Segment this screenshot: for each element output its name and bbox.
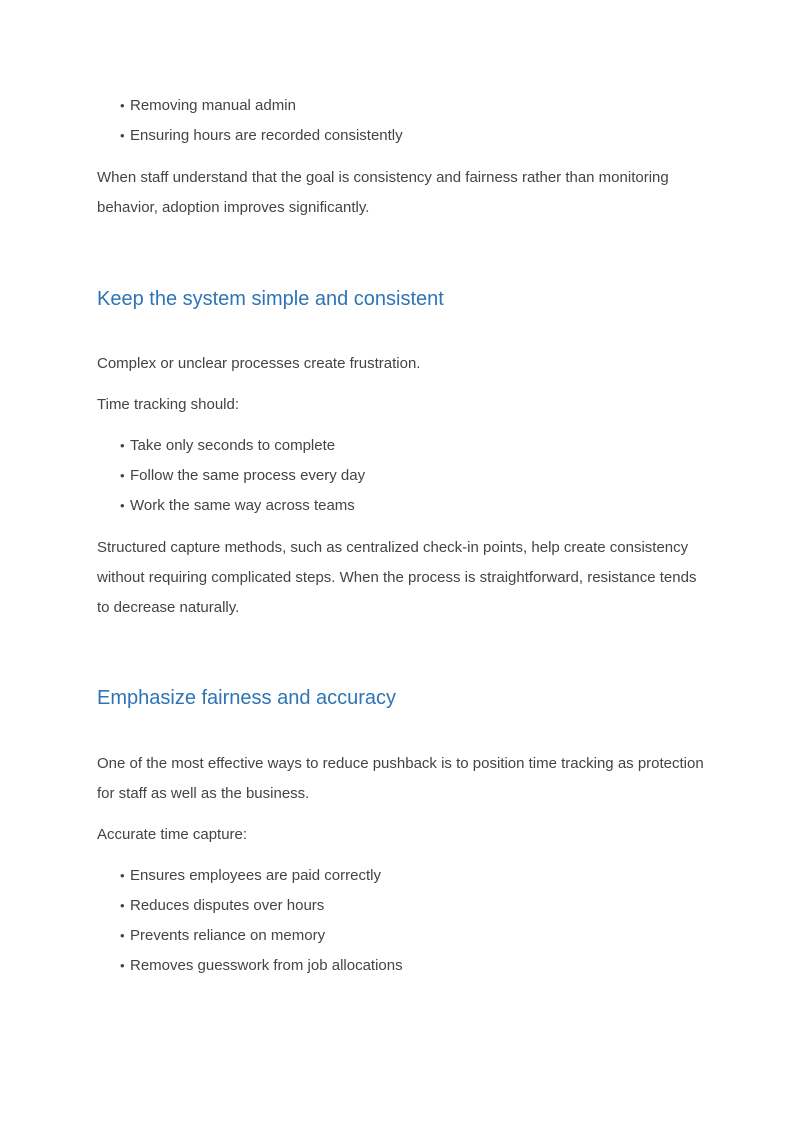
list-item-text: Work the same way across teams <box>130 497 355 514</box>
section-heading-simple: Keep the system simple and consistent <box>97 288 444 310</box>
bullet-icon: • <box>120 468 125 483</box>
list-item <box>120 891 403 921</box>
list-item-text: Take only seconds to complete <box>130 437 336 454</box>
list-item <box>120 461 365 491</box>
list-item <box>120 121 403 151</box>
bullet-icon: • <box>120 128 125 143</box>
list-item <box>120 921 403 951</box>
fairness-bullet-list <box>120 861 403 981</box>
paragraph: One of the most effective ways to reduce pushback is to position time tracking as protection for staff as well as the business. <box>97 755 704 802</box>
list-item-text: Follow the same process every day <box>130 467 366 484</box>
paragraph: Accurate time capture: <box>97 826 248 843</box>
section-heading-fairness: Emphasize fairness and accuracy <box>97 687 397 709</box>
bullet-icon: • <box>120 898 125 913</box>
bullet-icon: • <box>120 928 125 943</box>
paragraph: Complex or unclear processes create frustration. <box>97 355 421 372</box>
list-item-text: Removes guesswork from job allocations <box>130 957 403 974</box>
list-item <box>120 431 365 461</box>
simple-bullet-list <box>120 431 365 521</box>
paragraph: Time tracking should: <box>97 396 240 413</box>
list-item-text: Removing manual admin <box>130 97 296 114</box>
list-item-text: Ensures employees are paid correctly <box>130 867 381 884</box>
list-item-text: Prevents reliance on memory <box>130 927 326 944</box>
bullet-icon: • <box>120 98 125 113</box>
list-item <box>120 91 403 121</box>
simple-closing-paragraph: Structured capture methods, such as centralized check-in points, help create consistency without requiring complicated steps. When the process is straightforward, resistance tends to decrease naturally. <box>97 539 697 616</box>
list-item <box>120 491 365 521</box>
list-item <box>120 861 403 891</box>
intro-bullet-list <box>120 91 403 151</box>
bullet-icon: • <box>120 498 125 513</box>
list-item-text: Reduces disputes over hours <box>130 897 325 914</box>
list-item <box>120 951 403 981</box>
intro-closing-paragraph: When staff understand that the goal is consistency and fairness rather than monitoring behavior, adoption improves significantly. <box>97 169 669 216</box>
bullet-icon: • <box>120 958 125 973</box>
bullet-icon: • <box>120 438 125 453</box>
bullet-icon: • <box>120 868 125 883</box>
list-item-text: Ensuring hours are recorded consistently <box>130 127 403 144</box>
